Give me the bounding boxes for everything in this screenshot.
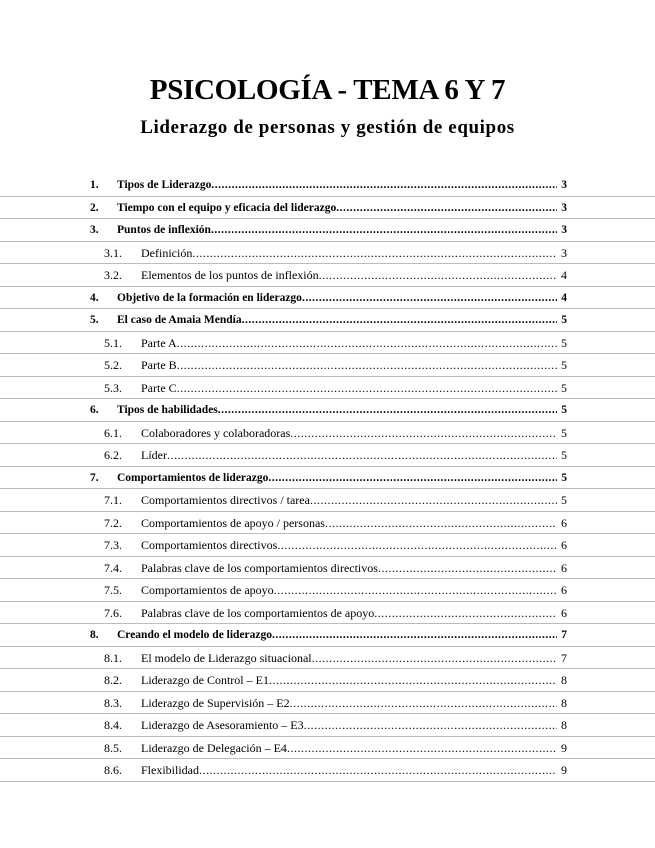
toc-dot-leader bbox=[268, 467, 557, 490]
toc-entry-page-number: 5 bbox=[561, 493, 567, 507]
toc-dot-leader bbox=[269, 669, 557, 692]
toc-dot-leader bbox=[277, 534, 557, 557]
toc-entry-number: 4. bbox=[90, 291, 99, 304]
toc-entry-number: 7.3. bbox=[104, 538, 122, 552]
toc-entry-leader bbox=[141, 557, 557, 580]
toc-entry-page-number: 9 bbox=[561, 740, 567, 755]
toc-entry-page-number: 5 bbox=[561, 358, 567, 372]
toc-dot-leader bbox=[310, 489, 557, 512]
toc-entry-leader bbox=[117, 467, 557, 490]
toc-entry-title: Comportamientos directivos / tarea bbox=[141, 493, 310, 507]
toc-entry-number: 5.2. bbox=[104, 358, 122, 372]
toc-entry-title: Tipos de Liderazgo bbox=[117, 179, 212, 191]
toc-entry-leader bbox=[141, 489, 557, 512]
toc-dot-leader bbox=[274, 579, 557, 602]
toc-dot-leader bbox=[211, 219, 557, 242]
toc-subentry[interactable] bbox=[0, 534, 655, 557]
toc-entry-title: Tipos de habilidades bbox=[117, 404, 218, 416]
toc-entry-leader bbox=[141, 737, 557, 760]
toc-dot-leader bbox=[304, 714, 557, 737]
toc-entry-leader bbox=[141, 669, 557, 692]
toc-subentry[interactable] bbox=[0, 714, 655, 737]
toc-entry-leader bbox=[117, 219, 557, 242]
toc-entry-number: 2. bbox=[90, 201, 99, 214]
toc-entry-title: Parte B bbox=[141, 358, 177, 372]
toc-entry-title: Colaboradores y colaboradoras bbox=[141, 425, 291, 440]
toc-entry-title: Definición bbox=[141, 245, 193, 260]
toc-entry-number: 6. bbox=[90, 404, 99, 416]
toc-entry-leader bbox=[141, 422, 557, 445]
toc-entry-leader bbox=[141, 534, 557, 557]
toc-entry-number: 3. bbox=[90, 224, 99, 236]
toc-subentry[interactable] bbox=[0, 444, 655, 467]
toc-dot-leader bbox=[319, 264, 557, 287]
toc-entry-page-number: 4 bbox=[561, 291, 567, 304]
toc-entry-title: Líder bbox=[141, 448, 167, 462]
toc-entry-number: 6.1. bbox=[104, 425, 122, 440]
toc-entry-number: 8.2. bbox=[104, 673, 122, 687]
toc-entry-page-number: 6 bbox=[561, 538, 567, 552]
toc-entry-page-number: 4 bbox=[561, 268, 567, 282]
toc-dot-leader bbox=[302, 287, 557, 310]
toc-subentry[interactable] bbox=[0, 264, 655, 287]
toc-dot-leader bbox=[199, 759, 557, 782]
toc-entry-number: 7. bbox=[90, 471, 99, 484]
toc-entry[interactable] bbox=[0, 219, 655, 242]
toc-dot-leader bbox=[287, 737, 557, 760]
table-of-contents bbox=[0, 174, 655, 782]
toc-entry-leader bbox=[117, 287, 557, 310]
toc-entry-page-number: 5 bbox=[561, 471, 567, 484]
toc-entry-leader bbox=[141, 759, 557, 782]
toc-entry[interactable] bbox=[0, 309, 655, 332]
toc-entry[interactable] bbox=[0, 624, 655, 647]
toc-entry-number: 8.3. bbox=[104, 695, 122, 710]
toc-entry-title: Elementos de los puntos de inflexión bbox=[141, 268, 319, 282]
toc-entry-number: 7.2. bbox=[104, 515, 122, 530]
toc-subentry[interactable] bbox=[0, 242, 655, 265]
toc-entry-number: 3.1. bbox=[104, 245, 122, 260]
toc-entry-number: 8.5. bbox=[104, 740, 122, 755]
document-title: PSICOLOGÍA - TEMA 6 Y 7 bbox=[149, 74, 506, 106]
toc-entry-number: 8. bbox=[90, 629, 99, 641]
toc-entry-number: 6.2. bbox=[104, 448, 122, 462]
toc-entry-title: Parte A bbox=[141, 335, 177, 350]
toc-subentry[interactable] bbox=[0, 332, 655, 355]
toc-dot-leader bbox=[177, 332, 557, 355]
toc-dot-leader bbox=[290, 422, 557, 445]
toc-entry-title: Puntos de inflexión bbox=[117, 224, 211, 236]
toc-dot-leader bbox=[218, 399, 557, 422]
toc-entry-page-number: 3 bbox=[561, 179, 567, 191]
toc-entry-title: Parte C bbox=[141, 380, 177, 395]
toc-subentry[interactable] bbox=[0, 602, 655, 625]
toc-entry-leader bbox=[141, 602, 557, 625]
toc-entry-page-number: 3 bbox=[561, 245, 567, 260]
toc-subentry[interactable] bbox=[0, 579, 655, 602]
toc-dot-leader bbox=[325, 512, 557, 535]
toc-subentry[interactable] bbox=[0, 692, 655, 715]
toc-entry-title: El modelo de Liderazgo situacional bbox=[141, 650, 312, 665]
toc-entry-page-number: 8 bbox=[561, 718, 567, 732]
toc-entry-title: Flexibilidad bbox=[141, 763, 199, 777]
toc-entry[interactable] bbox=[0, 399, 655, 422]
toc-dot-leader bbox=[272, 624, 557, 647]
toc-entry-leader bbox=[141, 377, 557, 400]
toc-entry-title: Liderazgo de Asesoramiento – E3 bbox=[141, 718, 304, 732]
toc-entry-page-number: 6 bbox=[561, 605, 567, 620]
toc-entry-number: 5.1. bbox=[104, 335, 122, 350]
toc-subentry[interactable] bbox=[0, 759, 655, 782]
toc-dot-leader bbox=[192, 242, 557, 265]
toc-entry-number: 7.5. bbox=[104, 583, 122, 597]
toc-entry-number: 7.1. bbox=[104, 493, 122, 507]
toc-dot-leader bbox=[374, 602, 557, 625]
toc-entry-page-number: 5 bbox=[561, 380, 567, 395]
toc-entry-leader bbox=[117, 399, 557, 422]
toc-dot-leader bbox=[177, 377, 557, 400]
toc-dot-leader bbox=[242, 309, 557, 332]
toc-subentry[interactable] bbox=[0, 422, 655, 445]
toc-subentry[interactable] bbox=[0, 669, 655, 692]
toc-entry-page-number: 6 bbox=[561, 583, 567, 597]
toc-entry-number: 7.4. bbox=[104, 560, 122, 575]
toc-entry-page-number: 5 bbox=[561, 404, 567, 416]
toc-dot-leader bbox=[177, 354, 557, 377]
toc-entry-page-number: 8 bbox=[561, 673, 567, 687]
toc-subentry[interactable] bbox=[0, 354, 655, 377]
toc-entry-title: Comportamientos directivos bbox=[141, 538, 278, 552]
toc-entry-leader bbox=[117, 174, 557, 197]
toc-entry-page-number: 5 bbox=[561, 314, 567, 326]
toc-entry-page-number: 6 bbox=[561, 560, 567, 575]
toc-entry-number: 8.6. bbox=[104, 763, 122, 777]
toc-entry-page-number: 7 bbox=[561, 629, 567, 641]
toc-entry-title: Liderazgo de Delegación – E4 bbox=[141, 740, 287, 755]
toc-entry-number: 5.3. bbox=[104, 380, 122, 395]
toc-entry-number: 8.4. bbox=[104, 718, 122, 732]
toc-entry-title: Liderazgo de Supervisión – E2 bbox=[141, 695, 290, 710]
toc-entry-number: 3.2. bbox=[104, 268, 122, 282]
toc-entry-page-number: 5 bbox=[561, 448, 567, 462]
toc-entry-leader bbox=[141, 714, 557, 737]
toc-entry-title: Objetivo de la formación en liderazgo bbox=[117, 291, 302, 304]
toc-entry-leader bbox=[141, 444, 557, 467]
toc-entry-page-number: 5 bbox=[561, 335, 567, 350]
toc-subentry[interactable] bbox=[0, 512, 655, 535]
toc-entry-page-number: 3 bbox=[561, 201, 567, 214]
toc-entry-page-number: 9 bbox=[561, 763, 567, 777]
toc-entry-page-number: 7 bbox=[561, 650, 567, 665]
toc-subentry[interactable] bbox=[0, 489, 655, 512]
toc-entry[interactable] bbox=[0, 174, 655, 197]
toc-entry-leader bbox=[141, 692, 557, 715]
toc-dot-leader bbox=[211, 174, 557, 197]
toc-entry-leader bbox=[117, 624, 557, 647]
toc-entry-number: 7.6. bbox=[104, 605, 122, 620]
toc-subentry[interactable] bbox=[0, 737, 655, 760]
document-subtitle: Liderazgo de personas y gestión de equipos bbox=[140, 117, 515, 138]
toc-entry-leader bbox=[141, 579, 557, 602]
toc-entry-leader bbox=[117, 309, 557, 332]
toc-entry[interactable] bbox=[0, 467, 655, 490]
toc-dot-leader bbox=[290, 692, 557, 715]
toc-entry-title: Comportamientos de apoyo / personas bbox=[141, 515, 325, 530]
toc-entry-leader bbox=[117, 197, 557, 220]
toc-entry-leader bbox=[141, 354, 557, 377]
toc-entry-title: Comportamientos de liderazgo bbox=[117, 471, 269, 484]
toc-entry-title: Creando el modelo de liderazgo bbox=[117, 629, 273, 641]
toc-dot-leader bbox=[378, 557, 557, 580]
toc-subentry[interactable] bbox=[0, 377, 655, 400]
toc-entry-number: 1. bbox=[90, 179, 99, 191]
toc-entry-leader bbox=[141, 264, 557, 287]
toc-entry-leader bbox=[141, 512, 557, 535]
toc-subentry[interactable] bbox=[0, 647, 655, 670]
toc-entry-page-number: 8 bbox=[561, 695, 567, 710]
toc-entry[interactable] bbox=[0, 287, 655, 310]
toc-entry-page-number: 6 bbox=[561, 515, 567, 530]
toc-dot-leader bbox=[312, 647, 557, 670]
toc-entry-title: Palabras clave de los comportamientos directivos bbox=[141, 560, 378, 575]
toc-dot-leader bbox=[336, 197, 557, 220]
toc-entry[interactable] bbox=[0, 197, 655, 220]
toc-entry-title: Liderazgo de Control – E1 bbox=[141, 673, 269, 687]
toc-subentry[interactable] bbox=[0, 557, 655, 580]
toc-entry-page-number: 5 bbox=[561, 425, 567, 440]
toc-entry-title: Tiempo con el equipo y eficacia del liderazgo bbox=[117, 201, 337, 214]
toc-entry-page-number: 3 bbox=[561, 224, 567, 236]
toc-entry-number: 8.1. bbox=[104, 650, 122, 665]
toc-entry-leader bbox=[141, 332, 557, 355]
toc-dot-leader bbox=[167, 444, 557, 467]
toc-entry-title: Comportamientos de apoyo bbox=[141, 583, 274, 597]
toc-entry-title: Palabras clave de los comportamientos de apoyo bbox=[141, 605, 375, 620]
toc-entry-leader bbox=[141, 242, 557, 265]
toc-entry-title: El caso de Amaia Mendía bbox=[117, 314, 242, 326]
toc-entry-number: 5. bbox=[90, 314, 99, 326]
toc-entry-leader bbox=[141, 647, 557, 670]
